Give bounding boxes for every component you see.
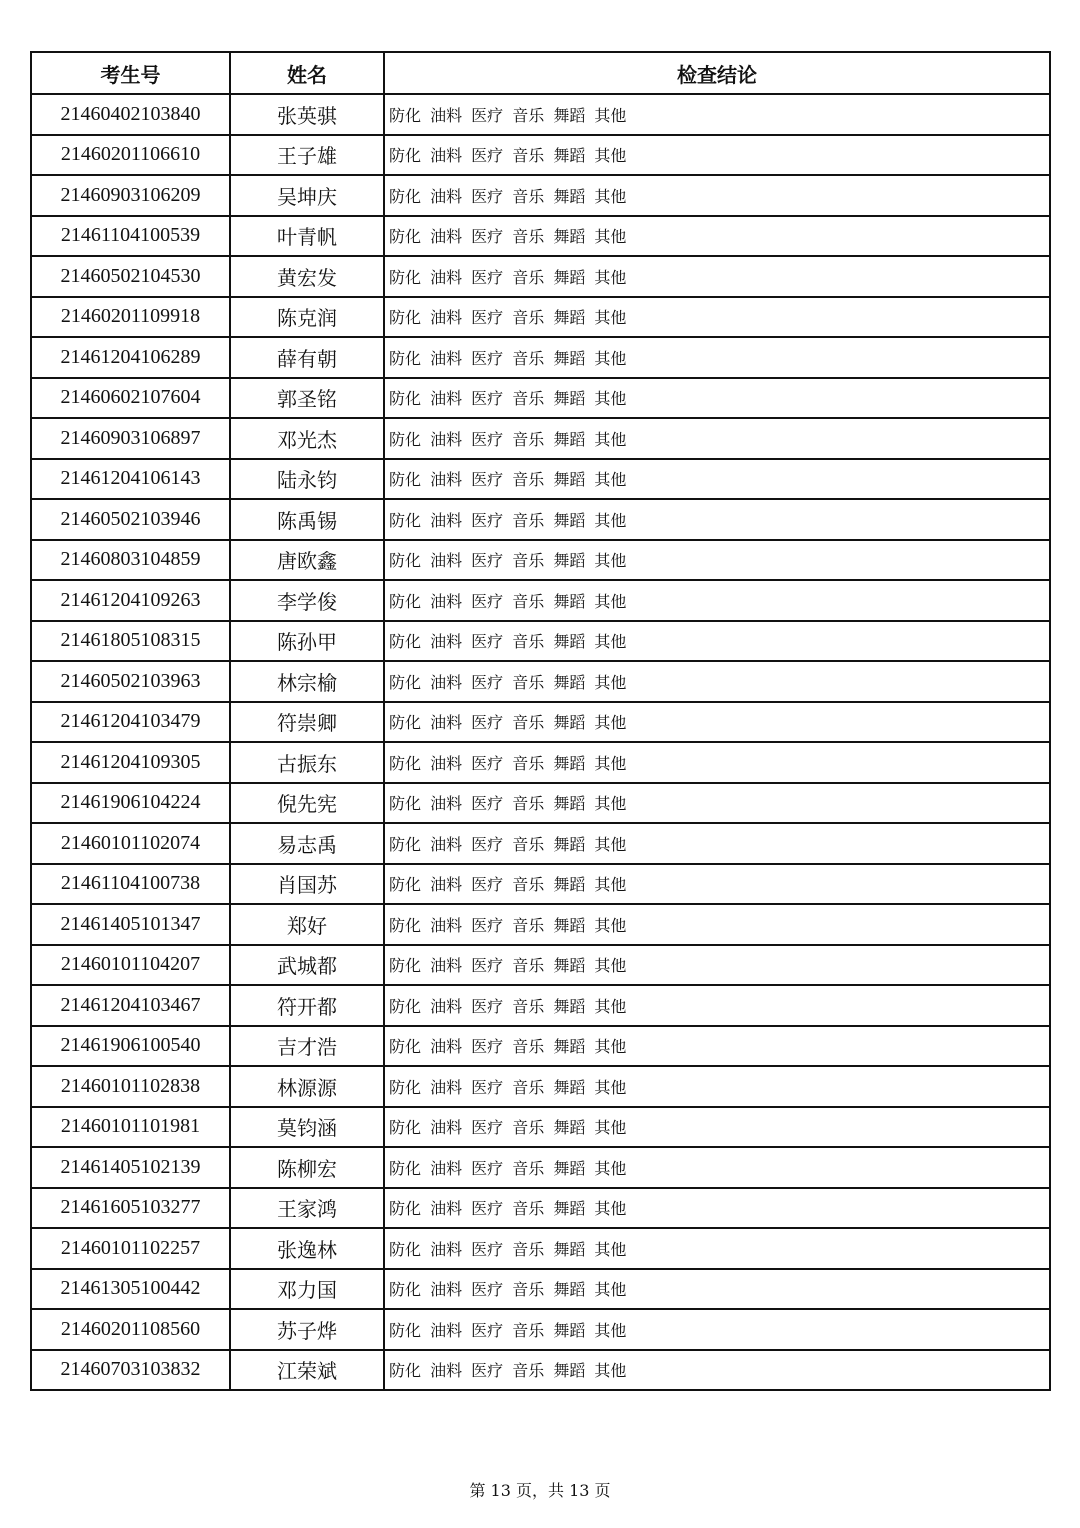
conclusion-cell: 防化 油料 医疗 音乐 舞蹈 其他 [384,823,1050,864]
name-cell: 黄宏发 [230,256,384,297]
conclusion-cell: 防化 油料 医疗 音乐 舞蹈 其他 [384,1350,1050,1391]
name-cell: 陈禹锡 [230,499,384,540]
conclusion-cell: 防化 油料 医疗 音乐 舞蹈 其他 [384,985,1050,1026]
conclusion-cell: 防化 油料 医疗 音乐 舞蹈 其他 [384,135,1050,176]
name-cell: 吴坤庆 [230,175,384,216]
table-row [31,94,1050,135]
conclusion-cell: 防化 油料 医疗 音乐 舞蹈 其他 [384,1309,1050,1350]
exam-number-cell: 21460502103963 [31,661,230,702]
table-row [31,540,1050,581]
conclusion-cell: 防化 油料 医疗 音乐 舞蹈 其他 [384,1147,1050,1188]
conclusion-cell: 防化 油料 医疗 音乐 舞蹈 其他 [384,864,1050,905]
table-row [31,621,1050,662]
conclusion-cell: 防化 油料 医疗 音乐 舞蹈 其他 [384,661,1050,702]
name-cell: 易志禹 [230,823,384,864]
exam-number-cell: 21461605103277 [31,1188,230,1229]
table-row [31,580,1050,621]
table-row [31,1309,1050,1350]
name-cell: 邓光杰 [230,418,384,459]
table-row [31,175,1050,216]
table-row [31,135,1050,176]
name-cell: 林宗榆 [230,661,384,702]
header-row [31,52,1050,94]
name-cell: 陈柳宏 [230,1147,384,1188]
page-number: 第 13 页，共 13 页 [469,1481,611,1500]
table-row [31,378,1050,419]
name-cell: 邓力国 [230,1269,384,1310]
conclusion-cell: 防化 油料 医疗 音乐 舞蹈 其他 [384,175,1050,216]
table-row [31,256,1050,297]
name-cell: 江荣斌 [230,1350,384,1391]
exam-number-cell: 21461305100442 [31,1269,230,1310]
exam-number-cell: 21460201106610 [31,135,230,176]
table-row [31,661,1050,702]
exam-number-cell: 21460201109918 [31,297,230,338]
table-row [31,985,1050,1026]
conclusion-cell: 防化 油料 医疗 音乐 舞蹈 其他 [384,1269,1050,1310]
exam-number-cell: 21460101104207 [31,945,230,986]
exam-number-cell: 21461204109305 [31,742,230,783]
name-cell: 陈孙甲 [230,621,384,662]
name-cell: 王子雄 [230,135,384,176]
name-cell: 王家鸿 [230,1188,384,1229]
exam-number-cell: 21460101101981 [31,1107,230,1148]
conclusion-cell: 防化 油料 医疗 音乐 舞蹈 其他 [384,904,1050,945]
header-conclusion: 检查结论 [384,52,1050,94]
conclusion-cell: 防化 油料 医疗 音乐 舞蹈 其他 [384,216,1050,257]
exam-number-cell: 21460101102257 [31,1228,230,1269]
table-row [31,1188,1050,1229]
table-row [31,1066,1050,1107]
exam-number-cell: 21461906104224 [31,783,230,824]
exam-number-cell: 21460201108560 [31,1309,230,1350]
conclusion-cell: 防化 油料 医疗 音乐 舞蹈 其他 [384,1228,1050,1269]
name-cell: 林源源 [230,1066,384,1107]
name-cell: 李学俊 [230,580,384,621]
table-row [31,418,1050,459]
exam-number-cell: 21460803104859 [31,540,230,581]
conclusion-cell: 防化 油料 医疗 音乐 舞蹈 其他 [384,783,1050,824]
name-cell: 倪先宪 [230,783,384,824]
name-cell: 郭圣铭 [230,378,384,419]
header-exam-number: 考生号 [31,52,230,94]
table-row [31,742,1050,783]
exam-number-cell: 21461805108315 [31,621,230,662]
exam-number-cell: 21460502104530 [31,256,230,297]
exam-number-cell: 21461906100540 [31,1026,230,1067]
exam-number-cell: 21461104100539 [31,216,230,257]
conclusion-cell: 防化 油料 医疗 音乐 舞蹈 其他 [384,1026,1050,1067]
conclusion-cell: 防化 油料 医疗 音乐 舞蹈 其他 [384,256,1050,297]
table-row [31,823,1050,864]
conclusion-cell: 防化 油料 医疗 音乐 舞蹈 其他 [384,459,1050,500]
header-name: 姓名 [230,52,384,94]
exam-number-cell: 21460903106209 [31,175,230,216]
name-cell: 张英骐 [230,94,384,135]
table-row [31,864,1050,905]
name-cell: 符崇卿 [230,702,384,743]
exam-number-cell: 21460903106897 [31,418,230,459]
table-row [31,459,1050,500]
name-cell: 吉才浩 [230,1026,384,1067]
exam-number-cell: 21461204106289 [31,337,230,378]
name-cell: 苏子烨 [230,1309,384,1350]
exam-number-cell: 21461204109263 [31,580,230,621]
table-row [31,337,1050,378]
name-cell: 唐欧鑫 [230,540,384,581]
exam-number-cell: 21461405101347 [31,904,230,945]
exam-number-cell: 21460101102074 [31,823,230,864]
name-cell: 莫钧涵 [230,1107,384,1148]
table-row [31,783,1050,824]
table-row [31,1269,1050,1310]
table-row [31,1350,1050,1391]
name-cell: 陈克润 [230,297,384,338]
exam-number-cell: 21461204103467 [31,985,230,1026]
conclusion-cell: 防化 油料 医疗 音乐 舞蹈 其他 [384,1066,1050,1107]
conclusion-cell: 防化 油料 医疗 音乐 舞蹈 其他 [384,94,1050,135]
conclusion-cell: 防化 油料 医疗 音乐 舞蹈 其他 [384,297,1050,338]
table-row [31,297,1050,338]
exam-number-cell: 21461204106143 [31,459,230,500]
conclusion-cell: 防化 油料 医疗 音乐 舞蹈 其他 [384,337,1050,378]
table-row [31,1107,1050,1148]
name-cell: 张逸林 [230,1228,384,1269]
table-row [31,702,1050,743]
exam-number-cell: 21460402103840 [31,94,230,135]
conclusion-cell: 防化 油料 医疗 音乐 舞蹈 其他 [384,621,1050,662]
name-cell: 肖国苏 [230,864,384,905]
conclusion-cell: 防化 油料 医疗 音乐 舞蹈 其他 [384,702,1050,743]
exam-results-table [30,51,1051,1391]
conclusion-cell: 防化 油料 医疗 音乐 舞蹈 其他 [384,742,1050,783]
exam-number-cell: 21461104100738 [31,864,230,905]
name-cell: 叶青帆 [230,216,384,257]
exam-number-cell: 21460602107604 [31,378,230,419]
name-cell: 武城都 [230,945,384,986]
conclusion-cell: 防化 油料 医疗 音乐 舞蹈 其他 [384,580,1050,621]
table-row [31,1228,1050,1269]
table-row [31,216,1050,257]
table-row [31,1026,1050,1067]
conclusion-cell: 防化 油料 医疗 音乐 舞蹈 其他 [384,1188,1050,1229]
conclusion-cell: 防化 油料 医疗 音乐 舞蹈 其他 [384,1107,1050,1148]
table-row [31,945,1050,986]
conclusion-cell: 防化 油料 医疗 音乐 舞蹈 其他 [384,418,1050,459]
name-cell: 古振东 [230,742,384,783]
table-row [31,1147,1050,1188]
name-cell: 符开都 [230,985,384,1026]
exam-number-cell: 21460101102838 [31,1066,230,1107]
table-row [31,499,1050,540]
name-cell: 陆永钧 [230,459,384,500]
exam-number-cell: 21461405102139 [31,1147,230,1188]
conclusion-cell: 防化 油料 医疗 音乐 舞蹈 其他 [384,945,1050,986]
exam-number-cell: 21460703103832 [31,1350,230,1391]
name-cell: 郑好 [230,904,384,945]
exam-number-cell: 21461204103479 [31,702,230,743]
table-row [31,904,1050,945]
conclusion-cell: 防化 油料 医疗 音乐 舞蹈 其他 [384,540,1050,581]
exam-number-cell: 21460502103946 [31,499,230,540]
conclusion-cell: 防化 油料 医疗 音乐 舞蹈 其他 [384,378,1050,419]
conclusion-cell: 防化 油料 医疗 音乐 舞蹈 其他 [384,499,1050,540]
name-cell: 薛有朝 [230,337,384,378]
